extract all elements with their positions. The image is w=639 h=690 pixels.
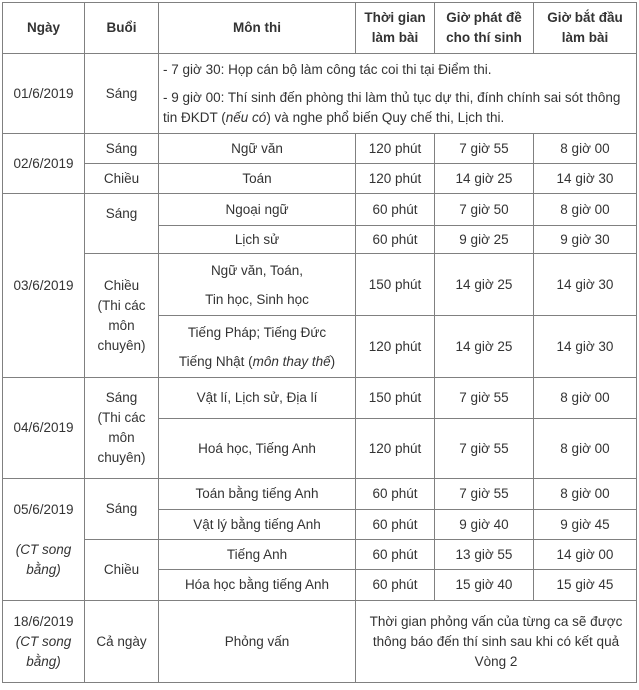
session-line: Chiều bbox=[103, 277, 140, 293]
subject-line: Tiếng Pháp; Tiếng Đức bbox=[187, 324, 327, 340]
session-line: chuyên) bbox=[97, 337, 146, 353]
note-text: - 9 giờ 00: Thí sinh đến phòng thi làm thủ tục dự thi, đính chính sai sót thông tin ĐKDT ( bbox=[163, 89, 621, 125]
start-time-cell: 15 giờ 45 bbox=[534, 570, 637, 601]
duration-cell: 60 phút bbox=[356, 194, 435, 226]
table-row bbox=[3, 479, 637, 510]
release-time-cell: 7 giờ 55 bbox=[435, 378, 534, 419]
duration-cell: 60 phút bbox=[356, 479, 435, 510]
note-line bbox=[163, 88, 632, 128]
session-line: môn bbox=[108, 430, 135, 445]
session-cell: Sáng bbox=[85, 194, 159, 254]
date-cell bbox=[3, 601, 85, 683]
duration-cell: 150 phút bbox=[356, 254, 435, 316]
date-cell bbox=[3, 479, 85, 601]
date-cell: 04/6/2019 bbox=[3, 378, 85, 479]
header-duration-line2: làm bài bbox=[371, 30, 419, 45]
session-line: (Thi các bbox=[97, 297, 146, 313]
release-time-cell: 9 giờ 25 bbox=[435, 226, 534, 254]
note-italic-text: nếu có bbox=[225, 109, 267, 125]
program-tag: bằng) bbox=[26, 653, 61, 669]
subject-cell: Phỏng vấn bbox=[159, 601, 356, 683]
table-row bbox=[3, 601, 637, 683]
release-time-cell: 7 giờ 55 bbox=[435, 134, 534, 164]
session-line: (Thi các bbox=[97, 410, 146, 425]
table-row bbox=[3, 194, 637, 226]
note-text: ) và nghe phổ biến Quy chế thi, Lịch thi. bbox=[266, 109, 505, 125]
date-text: 18/6/2019 bbox=[13, 613, 74, 629]
header-duration bbox=[356, 3, 435, 54]
release-time-cell: 15 giờ 40 bbox=[435, 570, 534, 601]
subject-line: Tin học, Sinh học bbox=[205, 291, 309, 307]
subject-cell: Toán bbox=[159, 164, 356, 194]
session-cell bbox=[85, 254, 159, 378]
start-time-cell: 9 giờ 45 bbox=[534, 510, 637, 540]
exam-schedule-table bbox=[2, 2, 637, 683]
start-time-cell: 14 giờ 30 bbox=[534, 316, 637, 378]
date-cell: 03/6/2019 bbox=[3, 194, 85, 378]
subject-cell: Hóa học bằng tiếng Anh bbox=[159, 570, 356, 601]
start-time-cell: 8 giờ 00 bbox=[534, 479, 637, 510]
subject-text: Tiếng Nhật ( bbox=[178, 353, 253, 369]
program-tag: (CT song bbox=[15, 541, 72, 557]
program-tag: bằng) bbox=[26, 561, 61, 577]
start-time-cell: 9 giờ 30 bbox=[534, 226, 637, 254]
duration-cell: 120 phút bbox=[356, 316, 435, 378]
session-cell bbox=[85, 378, 159, 479]
table-row bbox=[3, 134, 637, 164]
release-time-cell: 14 giờ 25 bbox=[435, 316, 534, 378]
header-start-line2: làm bài bbox=[561, 30, 609, 45]
table-row bbox=[3, 378, 637, 419]
header-row bbox=[3, 3, 637, 54]
header-release-line1: Giờ phát đề bbox=[446, 10, 522, 25]
header-session: Buổi bbox=[85, 3, 159, 54]
subject-cell: Hoá học, Tiếng Anh bbox=[159, 419, 356, 479]
table-row bbox=[3, 254, 637, 316]
start-time-cell: 8 giờ 00 bbox=[534, 194, 637, 226]
header-release-time bbox=[435, 3, 534, 54]
subject-cell: Tiếng Anh bbox=[159, 540, 356, 570]
subject-cell: Toán bằng tiếng Anh bbox=[159, 479, 356, 510]
duration-cell: 120 phút bbox=[356, 134, 435, 164]
subject-cell: Ngoại ngữ bbox=[159, 194, 356, 226]
session-line: chuyên) bbox=[97, 450, 146, 465]
subject-cell: Ngữ văn bbox=[159, 134, 356, 164]
header-release-line2: cho thí sinh bbox=[446, 30, 522, 45]
notes-cell bbox=[159, 54, 637, 134]
date-cell: 02/6/2019 bbox=[3, 134, 85, 194]
table-row bbox=[3, 540, 637, 570]
session-cell: Chiều bbox=[85, 164, 159, 194]
subject-line bbox=[179, 354, 335, 369]
table-row bbox=[3, 164, 637, 194]
duration-cell: 150 phút bbox=[356, 378, 435, 419]
session-cell: Sáng bbox=[85, 134, 159, 164]
header-date: Ngày bbox=[3, 3, 85, 54]
duration-cell: 120 phút bbox=[356, 164, 435, 194]
header-start-line1: Giờ bắt đầu bbox=[547, 10, 623, 25]
session-cell: Sáng bbox=[85, 479, 159, 540]
header-subject: Môn thi bbox=[159, 3, 356, 54]
session-line: Sáng bbox=[105, 390, 138, 405]
subject-cell: Vật lí, Lịch sử, Địa lí bbox=[159, 378, 356, 419]
subject-cell: Lịch sử bbox=[159, 226, 356, 254]
subject-cell bbox=[159, 316, 356, 378]
release-time-cell: 7 giờ 55 bbox=[435, 419, 534, 479]
start-time-cell: 14 giờ 30 bbox=[534, 164, 637, 194]
subject-line: Ngữ văn, Toán, bbox=[210, 262, 304, 278]
duration-cell: 60 phút bbox=[356, 226, 435, 254]
duration-cell: 60 phút bbox=[356, 570, 435, 601]
start-time-cell: 8 giờ 00 bbox=[534, 378, 637, 419]
start-time-cell: 8 giờ 00 bbox=[534, 134, 637, 164]
date-cell: 01/6/2019 bbox=[3, 54, 85, 134]
release-time-cell: 7 giờ 55 bbox=[435, 479, 534, 510]
release-time-cell: 14 giờ 25 bbox=[435, 164, 534, 194]
start-time-cell: 8 giờ 00 bbox=[534, 419, 637, 479]
header-duration-line1: Thời gian bbox=[364, 10, 426, 25]
note-line: - 7 giờ 30: Họp cán bộ làm công tác coi thi tại Điểm thi. bbox=[163, 61, 492, 77]
subject-text: ) bbox=[330, 353, 336, 369]
release-time-cell: 9 giờ 40 bbox=[435, 510, 534, 540]
duration-cell: 60 phút bbox=[356, 540, 435, 570]
duration-cell: 120 phút bbox=[356, 419, 435, 479]
release-time-cell: 14 giờ 25 bbox=[435, 254, 534, 316]
header-start-time bbox=[534, 3, 637, 54]
table-row bbox=[3, 54, 637, 134]
session-cell: Chiều bbox=[85, 540, 159, 601]
start-time-cell: 14 giờ 00 bbox=[534, 540, 637, 570]
duration-cell: 60 phút bbox=[356, 510, 435, 540]
date-text: 05/6/2019 bbox=[13, 501, 74, 517]
program-tag: (CT song bbox=[15, 633, 72, 649]
interview-note-cell: Thời gian phỏng vấn của từng ca sẽ được thông báo đến thí sinh sau khi có kết quả Vòng 2 bbox=[356, 601, 637, 683]
session-cell: Cả ngày bbox=[85, 601, 159, 683]
release-time-cell: 13 giờ 55 bbox=[435, 540, 534, 570]
session-line: môn bbox=[108, 317, 135, 333]
release-time-cell: 7 giờ 50 bbox=[435, 194, 534, 226]
subject-cell bbox=[159, 254, 356, 316]
subject-cell: Vật lý bằng tiếng Anh bbox=[159, 510, 356, 540]
subject-italic-text: môn thay thế bbox=[252, 353, 331, 369]
session-cell: Sáng bbox=[85, 54, 159, 134]
start-time-cell: 14 giờ 30 bbox=[534, 254, 637, 316]
